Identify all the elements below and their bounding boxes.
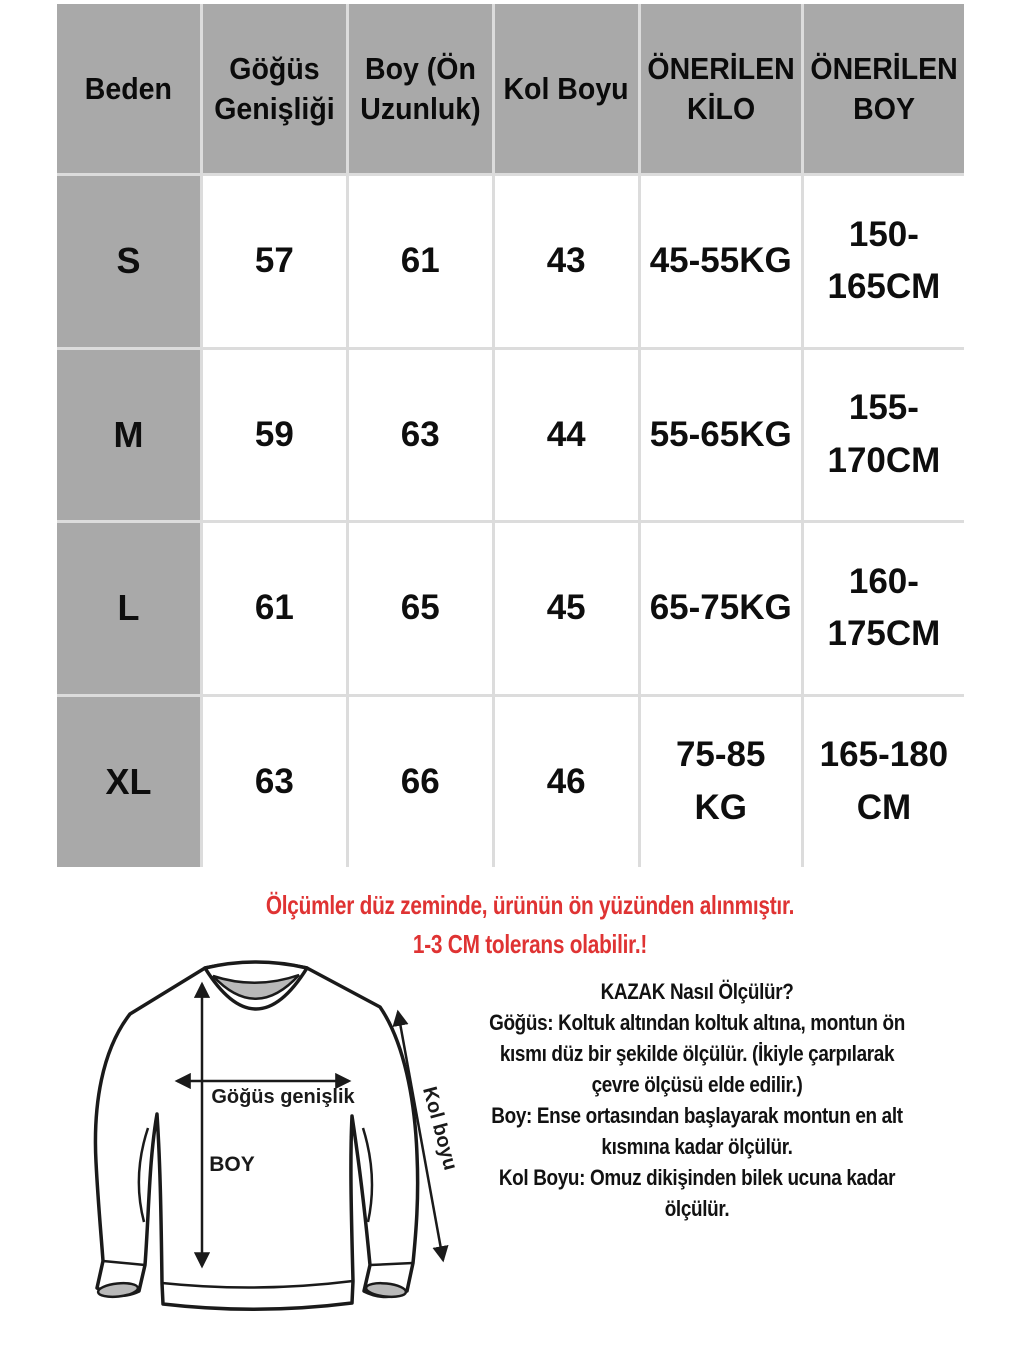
notice-line-2: 1-3 CM tolerans olabilir.! bbox=[412, 929, 648, 959]
table-cell: 63 bbox=[349, 350, 492, 521]
table-cell: 66 bbox=[349, 697, 492, 868]
table-cell: 150-165CM bbox=[804, 176, 964, 347]
header-cell-kol-boyu bbox=[495, 4, 638, 173]
header-cell-gogus bbox=[203, 4, 346, 173]
header-label: Boy (Ön Uzunluk) bbox=[360, 51, 481, 126]
table-cell: 63 bbox=[203, 697, 346, 868]
header-cell-onerilen-kilo bbox=[641, 4, 801, 173]
header-cell-beden bbox=[57, 4, 200, 173]
table-cell: 61 bbox=[349, 176, 492, 347]
size-table bbox=[57, 4, 964, 867]
table-cell: 160-175CM bbox=[804, 523, 964, 694]
sleeve-label: Kol boyu bbox=[418, 1084, 462, 1173]
size-label-m: M bbox=[57, 350, 200, 521]
instructions-line: kısmı düz bir şekilde ölçülür. (İkiyle çarpılarak bbox=[499, 1041, 895, 1066]
table-cell: 65 bbox=[349, 523, 492, 694]
notice-line-1: Ölçümler düz zeminde, ürünün ön yüzünden alınmıştır. bbox=[265, 890, 795, 920]
header-label: ÖNERİLEN BOY bbox=[810, 51, 958, 126]
table-cell: 55-65KG bbox=[641, 350, 801, 521]
size-label-s: S bbox=[57, 176, 200, 347]
header-cell-boy bbox=[349, 4, 492, 173]
instructions-line: çevre ölçüsü elde edilir.) bbox=[591, 1072, 803, 1097]
table-cell: 44 bbox=[495, 350, 638, 521]
instructions-title: KAZAK Nasıl Ölçülür? bbox=[600, 979, 794, 1004]
measurement-instructions bbox=[482, 976, 912, 1224]
length-label: BOY bbox=[209, 1153, 255, 1176]
instructions-line: kısmına kadar ölçülür. bbox=[601, 1134, 793, 1159]
header-label: ÖNERİLEN KİLO bbox=[647, 51, 795, 126]
instructions-line: Boy: Ense ortasından başlayarak montun en alt bbox=[491, 1103, 903, 1128]
table-cell: 155-170CM bbox=[804, 350, 964, 521]
header-label: Kol Boyu bbox=[503, 70, 629, 106]
table-cell: 165-180 CM bbox=[804, 697, 964, 868]
header-label: Beden bbox=[84, 70, 173, 106]
sweater-diagram bbox=[60, 950, 480, 1350]
table-cell: 57 bbox=[203, 176, 346, 347]
chest-label: Göğüs genişlik bbox=[211, 1086, 355, 1108]
size-label-xl: XL bbox=[57, 697, 200, 868]
table-cell: 45 bbox=[495, 523, 638, 694]
table-cell: 65-75KG bbox=[641, 523, 801, 694]
sweater-outline bbox=[95, 963, 417, 1310]
table-cell: 46 bbox=[495, 697, 638, 868]
instructions-line: Göğüs: Koltuk altından koltuk altına, montun ön bbox=[489, 1010, 905, 1035]
table-cell: 43 bbox=[495, 176, 638, 347]
table-cell: 61 bbox=[203, 523, 346, 694]
instructions-line: Kol Boyu: Omuz dikişinden bilek ucuna kadar bbox=[498, 1165, 896, 1190]
instructions-line: ölçülür. bbox=[664, 1196, 730, 1221]
table-cell: 75-85 KG bbox=[641, 697, 801, 868]
header-label: Göğüs Genişliği bbox=[214, 51, 335, 126]
header-cell-onerilen-boy bbox=[804, 4, 964, 173]
table-cell: 45-55KG bbox=[641, 176, 801, 347]
size-label-l: L bbox=[57, 523, 200, 694]
table-cell: 59 bbox=[203, 350, 346, 521]
